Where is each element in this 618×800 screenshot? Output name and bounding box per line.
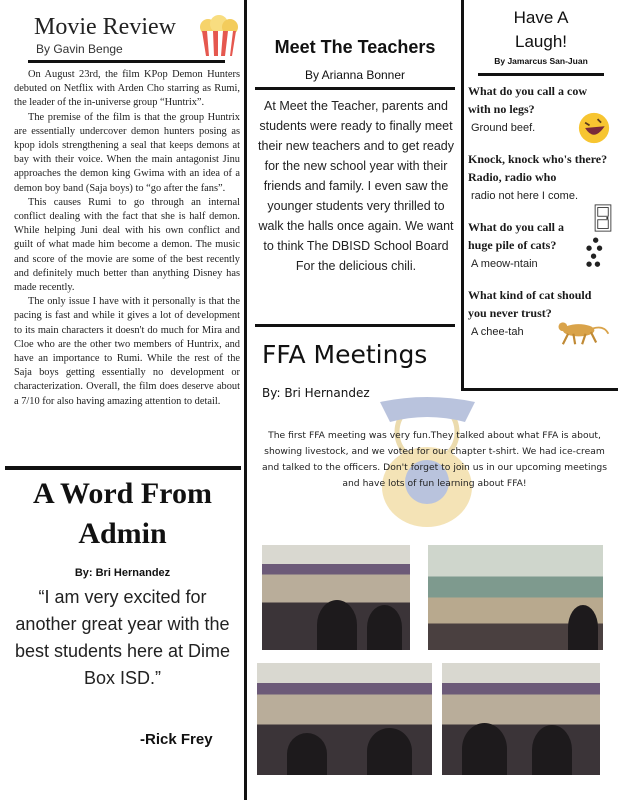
- ffa-meeting-photo: [257, 663, 432, 775]
- joke-question: What kind of cat should you never trust?: [468, 288, 592, 320]
- joke: [468, 286, 614, 340]
- laugh-byline: By Jamarcus San-Juan: [494, 56, 588, 66]
- cheetah-icon: [552, 318, 614, 346]
- have-a-laugh-box: [461, 0, 618, 391]
- joke-question: What do you call a huge pile of cats?: [468, 220, 565, 252]
- divider: [255, 87, 455, 90]
- ffa-meeting-photo: [428, 545, 603, 650]
- admin-title: A Word From Admin: [33, 477, 212, 550]
- divider: [478, 73, 604, 76]
- admin-quote: “I am very excited for another great year with the best students here at Dime Box ISD.”: [14, 587, 231, 688]
- admin-signature: -Rick Frey: [140, 731, 213, 748]
- paragraph: The only issue I have with it personally is that the pacing is fast and while it gives a lot of development to its main characters it doesn't do much for Mira and Cloe who are the other two members of Huntrix, and have an importance to Rumi. While the rest of the Saja boys getting essentially no development or characterization. Overall, the film does deserve about a 7/10 for also having amazing attention to detail.: [14, 296, 240, 407]
- paw-prints-icon: ● ● ● ● ● ●: [586, 236, 603, 268]
- joke-question: Knock, knock who's there? Radio, radio who: [468, 152, 608, 184]
- joke-answer: A meow-ntain: [471, 258, 538, 270]
- paragraph: The premise of the film is that the group Huntrix are essentially undercover demon hunters posing as kpop idols strengthening a seal that keeps demons at bay with their voice. When the main antagonist Jinu approaches the demon king Gwima with an idea of a demon boy band (Saja boys) to “go after the fans”.: [14, 111, 240, 194]
- laughing-emoji-icon: [578, 112, 610, 144]
- movie-review-body: [14, 68, 240, 409]
- door-icon: [594, 204, 612, 232]
- ffa-body: The first FFA meeting was very fun.They talked about what FFA is about, showing livestock, and we voted for our chapter t-shirt. We had ice-cream and talked to the officers. Don't forget to join us in our upcoming meetings and have lots of fun learning about FFA!: [261, 430, 608, 489]
- joke-question: What do you call a cow with no legs?: [468, 84, 588, 116]
- ffa-byline: By: Bri Hernandez: [262, 386, 370, 400]
- joke-answer: A chee-tah: [471, 326, 524, 338]
- joke: [468, 150, 614, 204]
- ffa-title: FFA Meetings: [262, 340, 428, 369]
- popcorn-icon: [198, 15, 240, 57]
- column-divider: [244, 0, 247, 800]
- movie-review-title: Movie Review: [34, 14, 176, 40]
- teachers-byline: By Arianna Bonner: [304, 68, 406, 82]
- divider: [255, 324, 455, 327]
- laugh-title: Have A Laugh!: [513, 8, 569, 51]
- teachers-title: Meet The Teachers: [274, 37, 436, 57]
- ffa-meeting-photo: [442, 663, 600, 775]
- joke: [468, 218, 614, 272]
- paragraph: On August 23rd, the film KPop Demon Hunters debuted on Netflix with Arden Cho starring as Rumi, the leader of the in-universe group “Huntrix”.: [14, 69, 240, 109]
- teachers-body: At Meet the Teacher, parents and students were ready to finally meet their new teachers and to get ready for the new school year with their friends and family. I even saw the younger students very thrilled to walk the halls once again. We want to think The DBISD School Board For the delicious chili.: [258, 99, 454, 273]
- paragraph: This causes Rumi to go through an internal conflict dealing with the fact that she is half demon. While helping Juni deal with his own conflict and guilt of what made him become a demon. The music and score of the movie are some of the best recently and definitely much better than anything Disney has made recently.: [14, 196, 240, 294]
- divider: [5, 466, 241, 470]
- movie-review-byline: By Gavin Benge: [36, 42, 123, 56]
- ffa-meeting-photo: [262, 545, 410, 650]
- joke-answer: radio not here I come.: [471, 190, 579, 202]
- divider: [28, 60, 225, 63]
- joke: [468, 82, 614, 136]
- joke-answer: Ground beef.: [471, 122, 536, 134]
- admin-byline: By: Bri Hernandez: [74, 567, 171, 579]
